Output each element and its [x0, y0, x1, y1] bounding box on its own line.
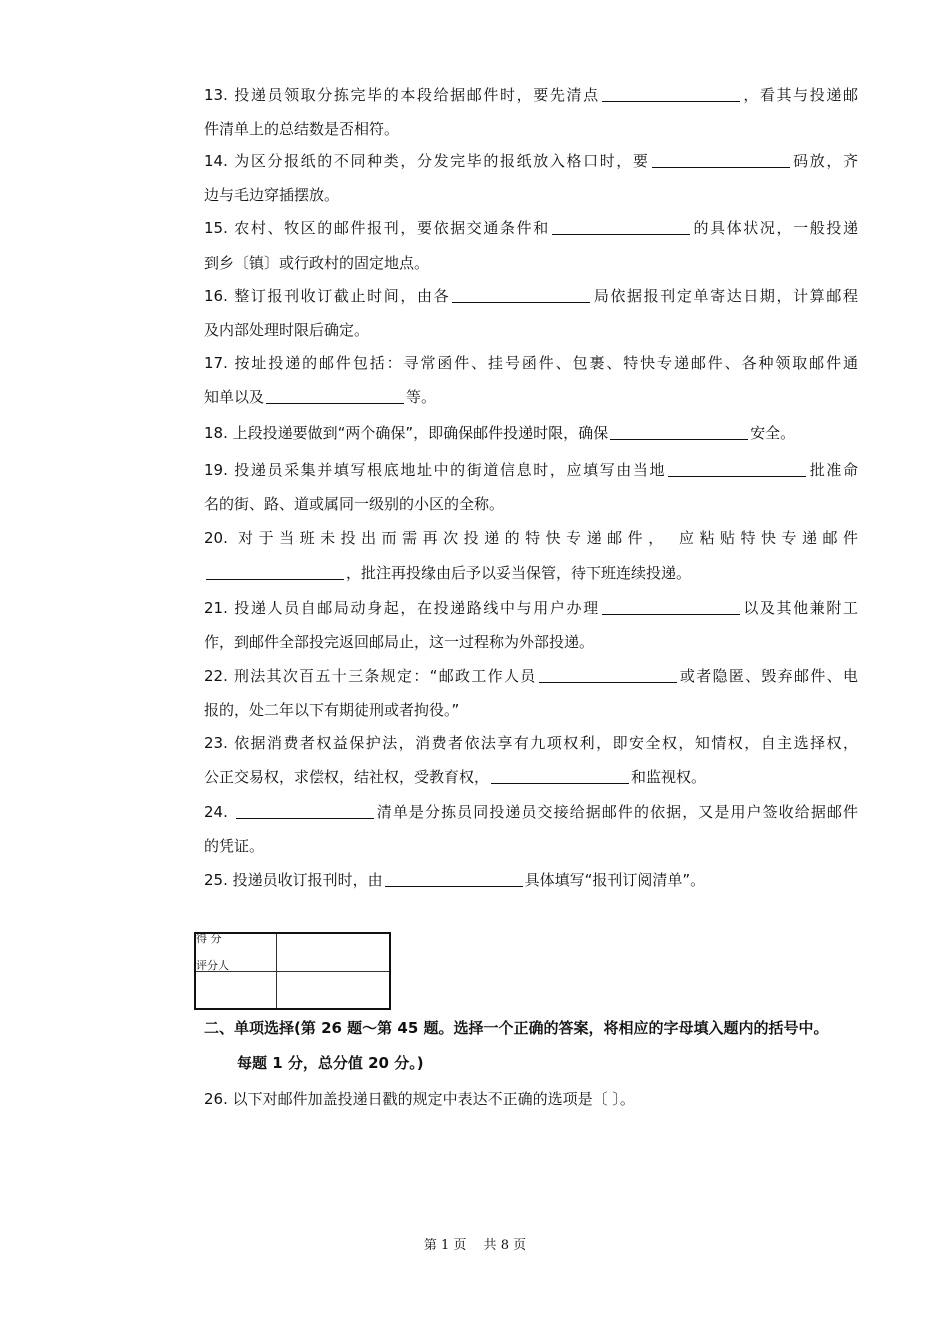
question-text: 18. 上段投递要做到“两个确保”，即确保邮件投递时限，确保	[204, 424, 609, 442]
question-24-line	[204, 836, 858, 856]
answer-blank[interactable]	[652, 151, 790, 168]
question-15-line	[204, 253, 858, 273]
question-text: 码放，齐	[791, 152, 858, 170]
question-22-line	[204, 666, 858, 686]
question-13-line	[204, 119, 858, 139]
question-text: 的凭证。	[204, 837, 265, 855]
answer-blank[interactable]	[385, 870, 523, 887]
question-text: 24.	[204, 803, 234, 821]
question-text: 23. 依据消费者权益保护法，消费者依法享有九项权利，即安全权，知情权，自主选择权，	[204, 734, 858, 752]
answer-blank[interactable]	[602, 598, 740, 615]
question-text: 公正交易权，求偿权，结社权，受教育权，	[204, 768, 490, 786]
question-25-line	[204, 870, 858, 890]
question-20-line	[204, 563, 858, 583]
answer-blank[interactable]	[206, 563, 344, 580]
question-text: 14. 为区分报纸的不同种类，分发完毕的报纸放入格口时，要	[204, 152, 650, 170]
question-text: 安全。	[750, 424, 796, 442]
page-footer: 第 1 页 共 8 页	[423, 1238, 527, 1253]
question-text: 25. 投递员收订报刊时，由	[204, 871, 383, 889]
section-heading-cont: 每题 1 分，总分值 20 分。)	[237, 1054, 424, 1072]
question-17-line	[204, 353, 858, 373]
question-16-line	[204, 286, 858, 306]
answer-blank[interactable]	[266, 387, 404, 404]
question-text: ，看其与投递邮	[741, 86, 858, 104]
question-21-line	[204, 632, 858, 652]
question-text: 及内部处理时限后确定。	[204, 321, 370, 339]
question-text: ，批注再投缘由后予以妥当保管，待下班连续投递。	[346, 564, 692, 582]
question-text: 局依据报刊定单寄达日期，计算邮程	[592, 287, 858, 305]
section-heading: 二、单项选择(第 26 题～第 45 题。选择一个正确的答案，将相应的字母填入题内的括号中。	[204, 1019, 829, 1037]
answer-blank[interactable]	[491, 767, 629, 784]
question-text: 知单以及	[204, 388, 265, 406]
question-text: 和监视权。	[631, 768, 707, 786]
question-19-line	[204, 460, 858, 480]
question-text: 19. 投递员采集并填写根底地址中的街道信息时，应填写由当地	[204, 461, 667, 479]
grader-label: 评分人	[196, 959, 229, 972]
answer-blank[interactable]	[452, 286, 590, 303]
question-text: 到乡〔镇〕或行政村的固定地点。	[204, 254, 430, 272]
answer-blank[interactable]	[236, 802, 374, 819]
question-text: 报的，处二年以下有期徒刑或者拘役。”	[204, 701, 460, 719]
question-20-line	[204, 528, 858, 548]
question-text: 22. 刑法其次百五十三条规定：“邮政工作人员	[204, 667, 537, 685]
question-text: 件清单上的总结数是否相符。	[204, 120, 400, 138]
question-text: 边与毛边穿插摆放。	[204, 186, 340, 204]
question-text: 20. 对于当班未投出而需再次投递的特快专递邮件， 应粘贴特快专递邮件	[204, 529, 858, 547]
question-21-line	[204, 598, 858, 618]
question-26: 26. 以下对邮件加盖投递日戳的规定中表达不正确的选项是〔 〕。	[204, 1090, 635, 1108]
question-text: 或者隐匿、毁弃邮件、电	[678, 667, 858, 685]
answer-blank[interactable]	[602, 85, 740, 102]
question-23-line	[204, 767, 858, 787]
question-text: 16. 整订报刊收订截止时间，由各	[204, 287, 451, 305]
question-text: 21. 投递人员自邮局动身起，在投递路线中与用户办理	[204, 599, 600, 617]
question-text: 15. 农村、牧区的邮件报刊，要依据交通条件和	[204, 219, 550, 237]
question-text: 的具体状况，一般投递	[691, 219, 858, 237]
question-text: 具体填写“报刊订阅清单”。	[524, 871, 706, 889]
answer-blank[interactable]	[610, 423, 748, 440]
question-14-line	[204, 151, 858, 171]
question-text: 名的街、路、道或属同一级别的小区的全称。	[204, 495, 505, 513]
question-15-line	[204, 218, 858, 238]
question-text: 13. 投递员领取分拣完毕的本段给据邮件时，要先清点	[204, 86, 600, 104]
question-16-line	[204, 320, 858, 340]
question-23-line	[204, 733, 858, 753]
score-label: 得 分	[196, 932, 222, 945]
question-text: 批准命	[808, 461, 858, 479]
question-text: 以及其他兼附工	[741, 599, 858, 617]
score-box	[194, 932, 391, 1010]
question-text: 等。	[406, 388, 437, 406]
question-24-line	[204, 802, 858, 822]
question-13-line	[204, 85, 858, 105]
answer-blank[interactable]	[668, 460, 806, 477]
question-18-line	[204, 423, 858, 443]
question-22-line	[204, 700, 858, 720]
answer-blank[interactable]	[552, 218, 690, 235]
question-17-line	[204, 387, 858, 407]
question-text: 清单是分拣员同投递员交接给据邮件的依据，又是用户签收给据邮件	[375, 803, 858, 821]
question-14-line	[204, 185, 858, 205]
question-text: 17. 按址投递的邮件包括：寻常函件、挂号函件、包裹、特快专递邮件、各种领取邮件通	[204, 354, 858, 372]
question-19-line	[204, 494, 858, 514]
question-text: 作，到邮件全部投完返回邮局止，这一过程称为外部投递。	[204, 633, 595, 651]
answer-blank[interactable]	[539, 666, 677, 683]
